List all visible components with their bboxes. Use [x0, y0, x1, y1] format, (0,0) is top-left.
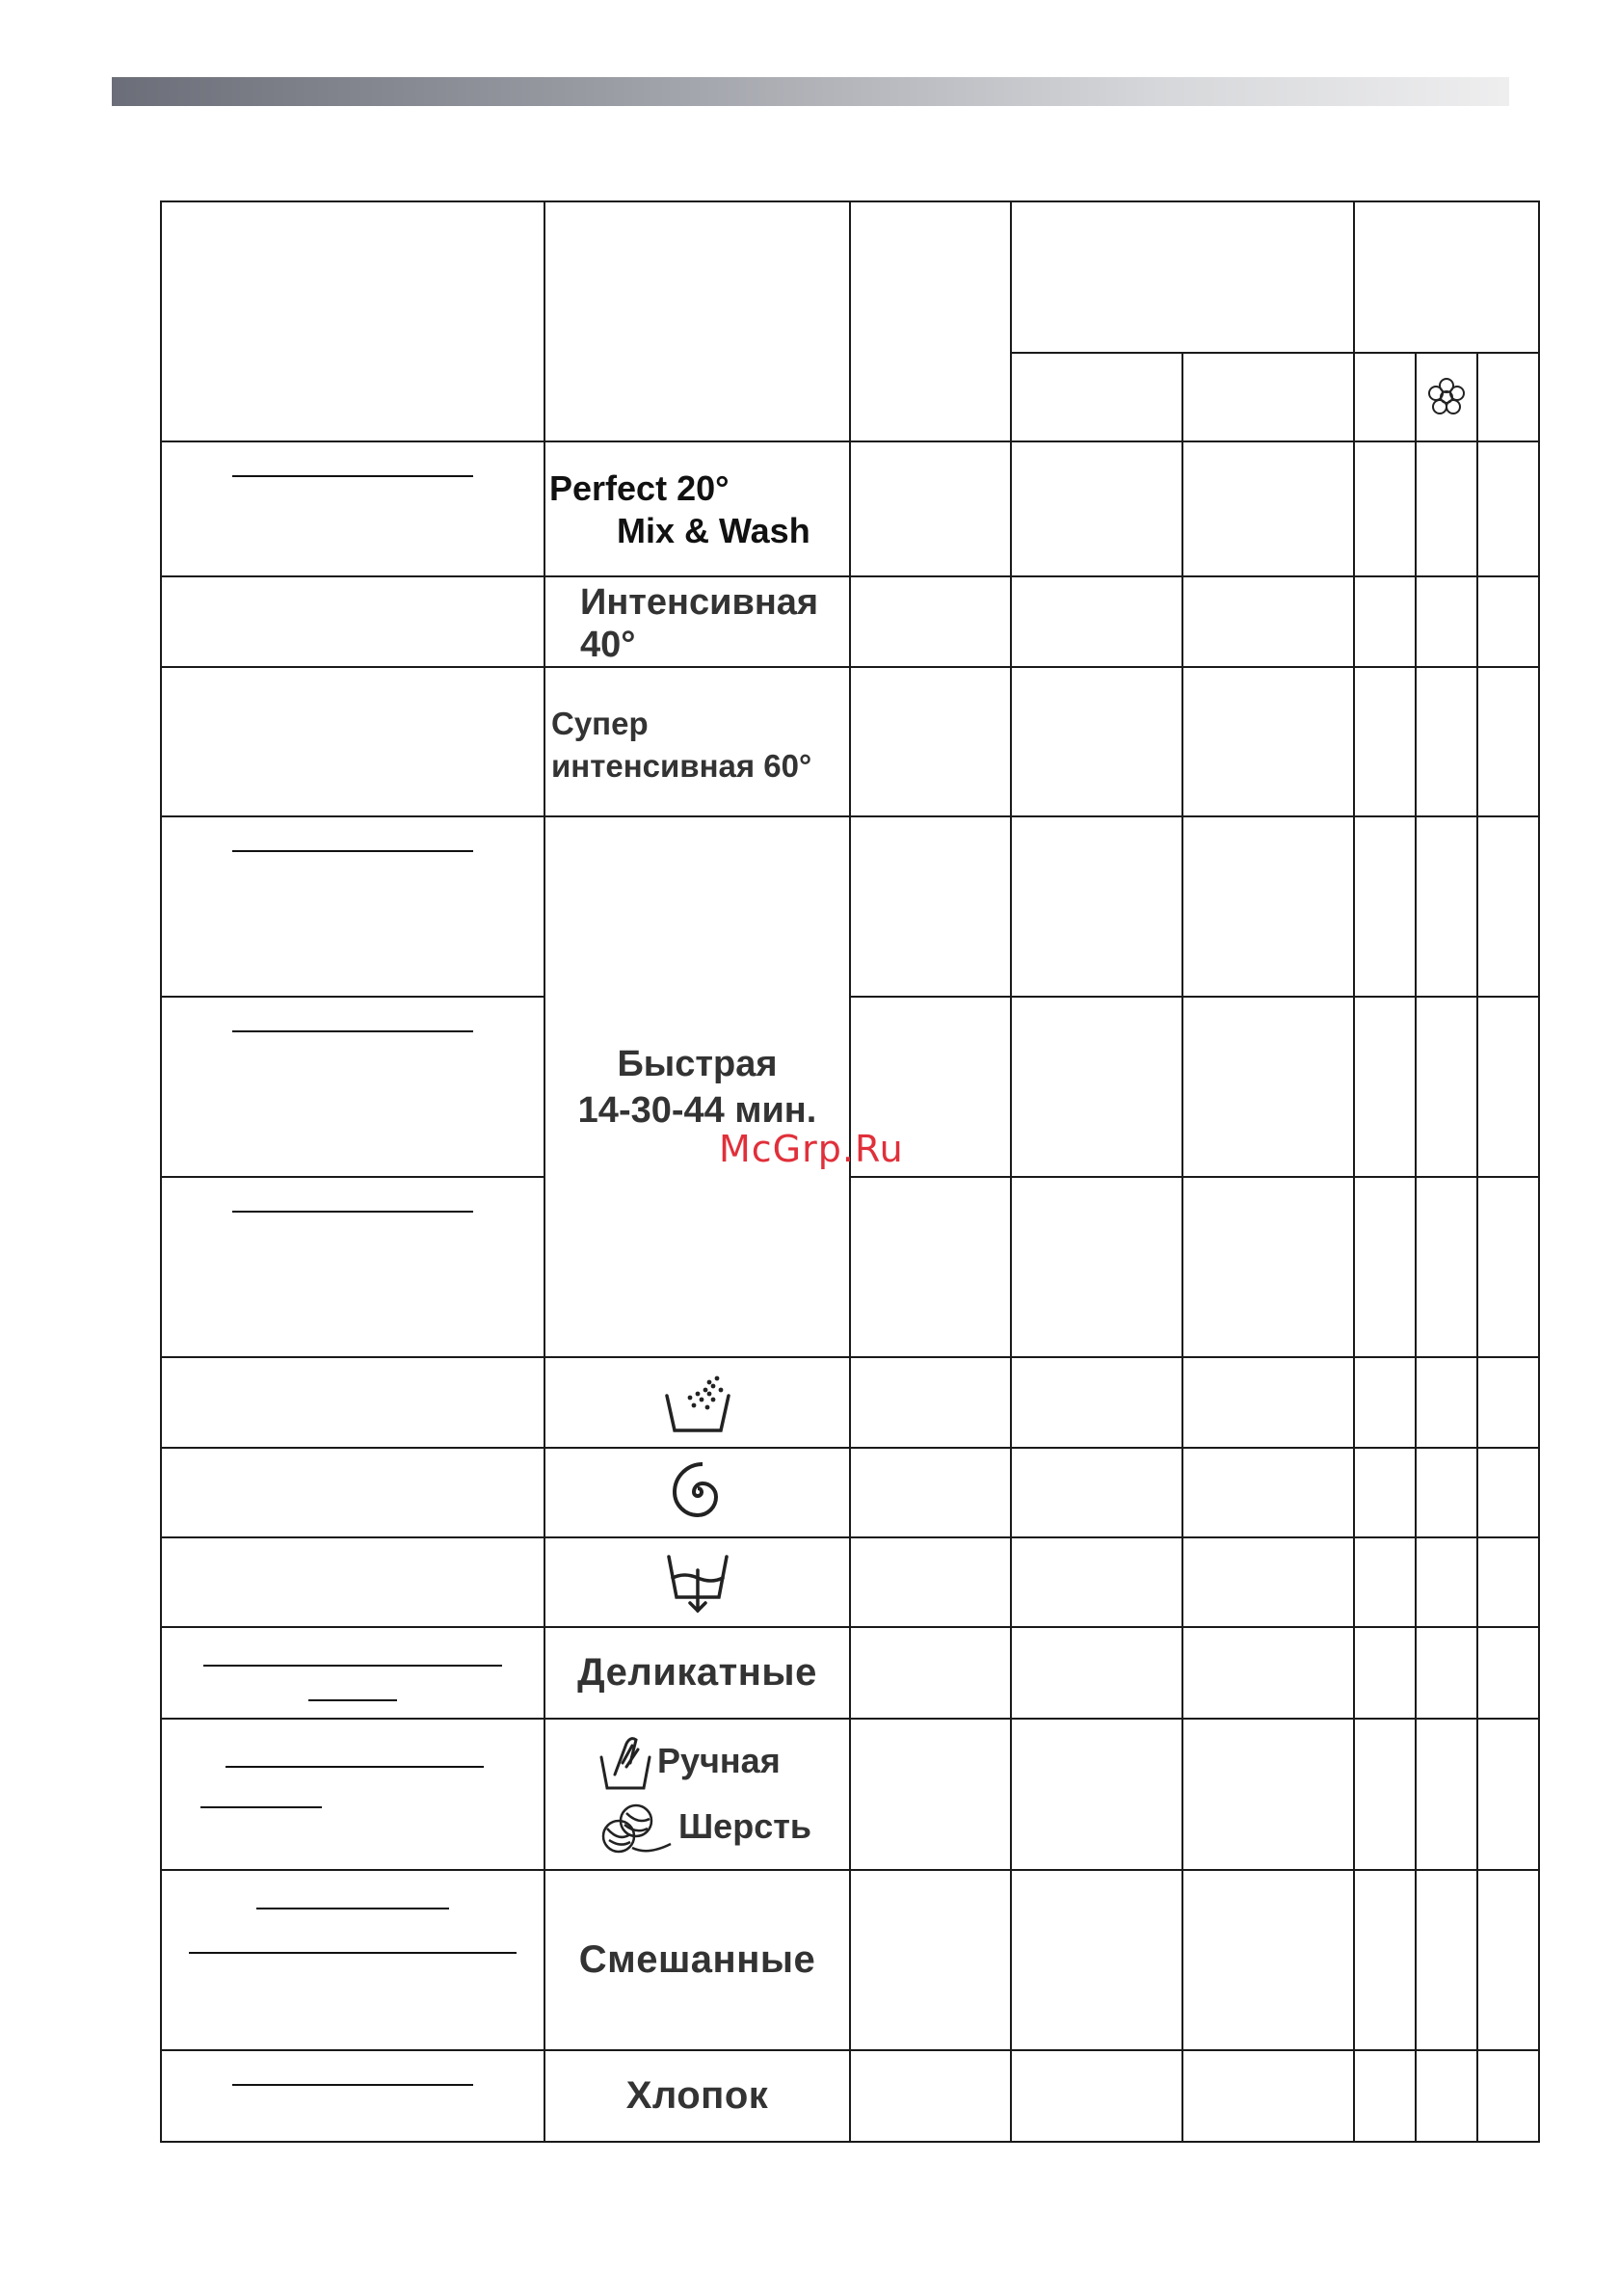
program-cell-mixed: [544, 1870, 850, 2050]
fabric-cell: [161, 667, 544, 816]
fabric-cell: [161, 576, 544, 667]
header-subcell-softener: [1416, 353, 1477, 441]
program-cell-cotton: [544, 2050, 850, 2142]
program-cell-perfect: [544, 441, 850, 576]
intensive-line1: Интенсивная: [580, 582, 819, 624]
program-cell-super: [544, 667, 850, 816]
table-row: [161, 1870, 1539, 2050]
fabric-cell: [161, 1357, 544, 1447]
header-cell-detergent: [1354, 201, 1539, 353]
hand-wash-icon: [597, 1730, 653, 1792]
spin-icon: [664, 1458, 731, 1526]
perfect-line2: Mix & Wash: [617, 511, 810, 551]
program-cell-intensive: [544, 576, 850, 667]
program-cell-rinse: [544, 1357, 850, 1447]
table-row: [161, 2050, 1539, 2142]
table-row: [161, 816, 1539, 997]
header-cell-load: [1011, 201, 1354, 353]
super-line2: интенсивная 60°: [551, 748, 812, 785]
table-row: [161, 441, 1539, 576]
header-cell-temperature: [850, 201, 1011, 441]
fabric-cell: [161, 1719, 544, 1870]
program-cell-fast: [544, 816, 850, 1357]
flower-icon: [1424, 375, 1469, 419]
delicate-label: Деликатные: [577, 1650, 817, 1694]
program-cell-spin: [544, 1448, 850, 1537]
perfect-line1: Perfect 20°: [549, 468, 730, 509]
table-row: [161, 576, 1539, 667]
fast-line2: 14-30-44 мин.: [577, 1089, 817, 1131]
fabric-cell: [161, 997, 544, 1177]
super-line1: Супер: [551, 706, 649, 742]
table-row: [161, 667, 1539, 816]
fabric-cell: [161, 441, 544, 576]
table-row: [161, 1357, 1539, 1447]
program-table: [160, 200, 1540, 2143]
watermark-text: McGrp.Ru: [719, 1128, 904, 1170]
fabric-cell: [161, 1177, 544, 1357]
header-cell-fabric: [161, 201, 544, 441]
hand-label: Ручная: [657, 1741, 781, 1781]
fabric-cell: [161, 1537, 544, 1627]
table-row: [161, 1719, 1539, 1870]
table-row: [161, 1627, 1539, 1719]
rinse-icon: [661, 1369, 734, 1436]
header-subcell-2: [1182, 353, 1354, 441]
program-cell-delicate: [544, 1627, 850, 1719]
drain-icon: [663, 1549, 732, 1615]
wool-yarn-icon: [597, 1796, 675, 1857]
intensive-line2: 40°: [580, 625, 636, 666]
table-row: [161, 1537, 1539, 1627]
wool-label: Шерсть: [678, 1806, 811, 1847]
header-subcell-3: [1354, 353, 1416, 441]
table-row: [161, 1177, 1539, 1357]
fast-line1: Быстрая: [617, 1043, 778, 1084]
fabric-cell: [161, 816, 544, 997]
table-row: [161, 1448, 1539, 1537]
header-cell-program: [544, 201, 850, 441]
header-subcell-1: [1011, 353, 1182, 441]
fabric-cell: [161, 1627, 544, 1719]
fabric-cell: [161, 2050, 544, 2142]
program-cell-hand-wool: [544, 1719, 850, 1870]
cotton-label: Хлопок: [625, 2073, 769, 2117]
header-gradient-bar: [112, 77, 1509, 106]
header-subcell-5: [1477, 353, 1539, 441]
fabric-cell: [161, 1870, 544, 2050]
fabric-cell: [161, 1448, 544, 1537]
program-cell-drain: [544, 1537, 850, 1627]
mixed-label: Смешанные: [578, 1937, 816, 1981]
